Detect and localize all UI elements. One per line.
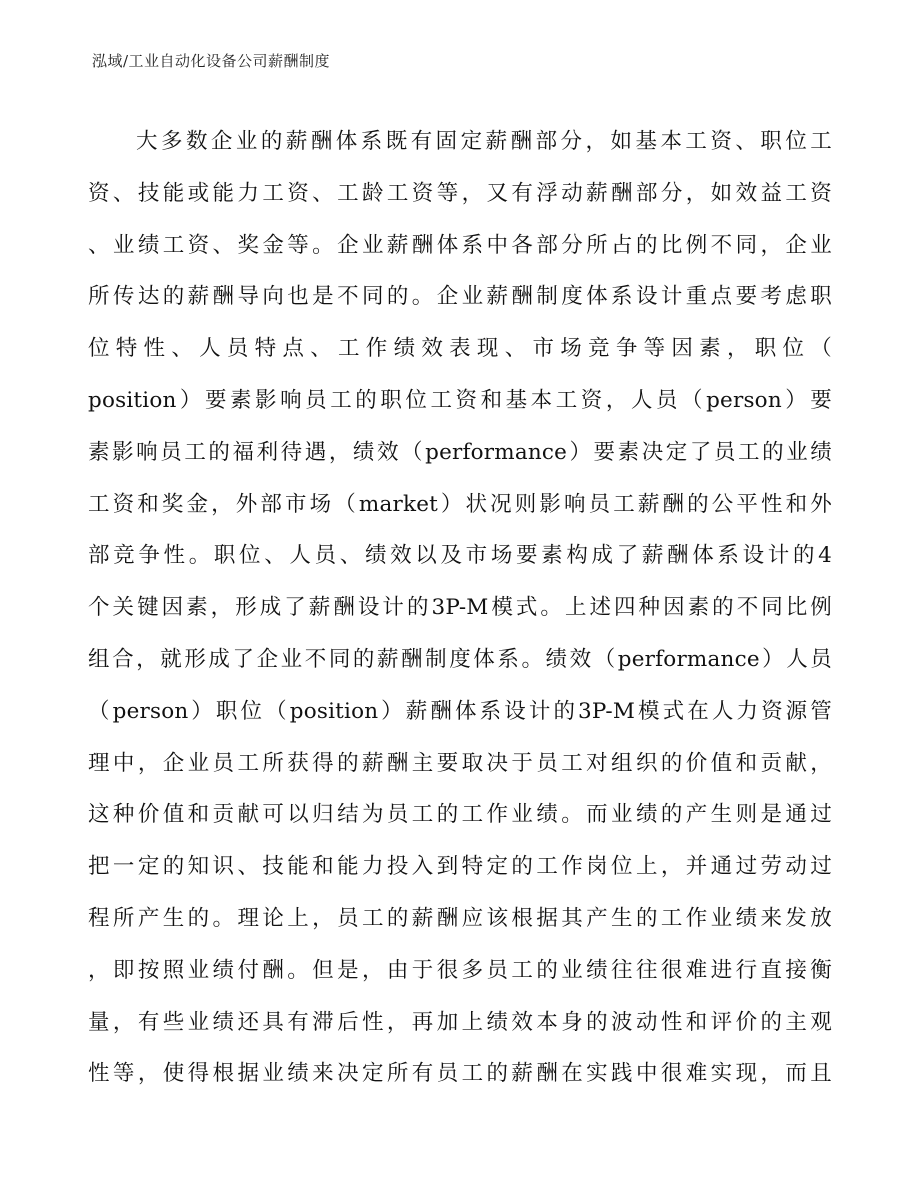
- header-divider: [90, 82, 830, 83]
- paragraph-line: 组合，就形成了企业不同的薪酬制度体系。绩效（performance）人员: [88, 646, 832, 672]
- paragraph-line: 性等，使得根据业绩来决定所有员工的薪酬在实践中很难实现，而且: [88, 1061, 832, 1087]
- body-paragraph: [88, 116, 832, 1100]
- paragraph-line: 资、技能或能力工资、工龄工资等，又有浮动薪酬部分，如效益工资: [88, 180, 832, 206]
- running-header: 泓域/工业自动化设备公司薪酬制度: [92, 52, 331, 70]
- paragraph-line: ，即按照业绩付酬。但是，由于很多员工的业绩往往很难进行直接衡: [88, 957, 832, 983]
- paragraph-line: 这种价值和贡献可以归结为员工的工作业绩。而业绩的产生则是通过: [88, 802, 832, 828]
- paragraph-line: （person）职位（position）薪酬体系设计的3P-M模式在人力资源管: [88, 698, 832, 724]
- paragraph-line: 、业绩工资、奖金等。企业薪酬体系中各部分所占的比例不同，企业: [88, 232, 832, 258]
- paragraph-line: 素影响员工的福利待遇，绩效（performance）要素决定了员工的业绩: [88, 439, 832, 465]
- paragraph-line: 位特性、人员特点、工作绩效表现、市场竞争等因素，职位（: [88, 336, 832, 362]
- paragraph-line: 理中，企业员工所获得的薪酬主要取决于员工对组织的价值和贡献，: [88, 750, 832, 776]
- paragraph-line: 程所产生的。理论上，员工的薪酬应该根据其产生的工作业绩来发放: [88, 905, 832, 931]
- paragraph-line: 个关键因素，形成了薪酬设计的3P-M模式。上述四种因素的不同比例: [88, 595, 832, 621]
- paragraph-line: 所传达的薪酬导向也是不同的。企业薪酬制度体系设计重点要考虑职: [88, 284, 832, 310]
- paragraph-line: 大多数企业的薪酬体系既有固定薪酬部分，如基本工资、职位工: [136, 129, 832, 154]
- paragraph-line: 量，有些业绩还具有滞后性，再加上绩效本身的波动性和评价的主观: [88, 1009, 832, 1035]
- paragraph-line: 把一定的知识、技能和能力投入到特定的工作岗位上，并通过劳动过: [88, 854, 832, 880]
- paragraph-line: 工资和奖金，外部市场（market）状况则影响员工薪酬的公平性和外: [88, 491, 832, 517]
- paragraph-line: 部竞争性。职位、人员、绩效以及市场要素构成了薪酬体系设计的4: [88, 543, 832, 569]
- paragraph-line: position）要素影响员工的职位工资和基本工资，人员（person）要: [88, 387, 832, 413]
